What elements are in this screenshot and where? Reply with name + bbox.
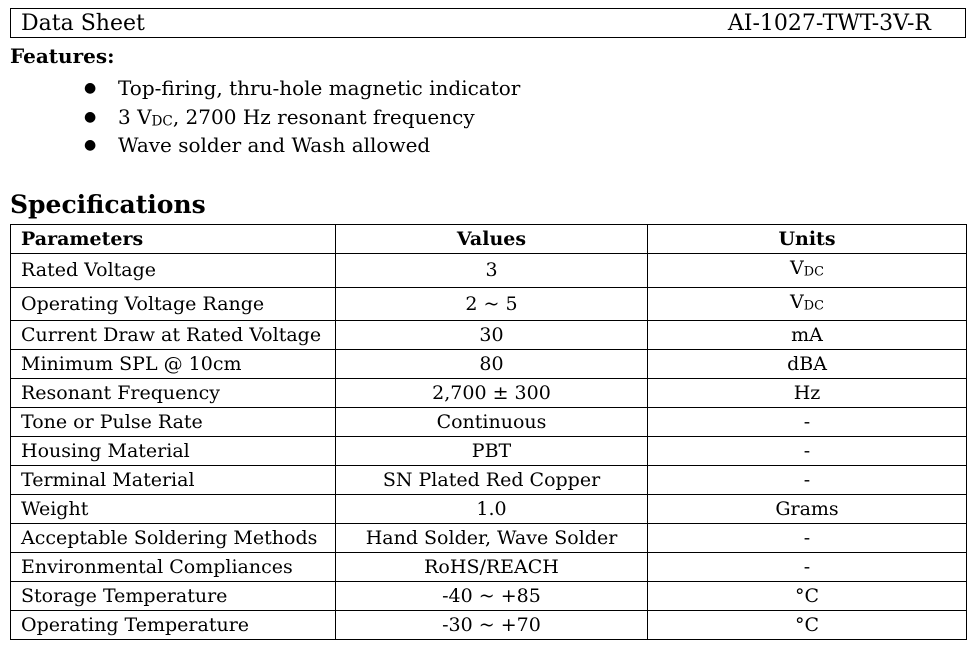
unit-text: V — [790, 257, 804, 279]
unit-subscript: DC — [803, 264, 824, 280]
unit-text: - — [803, 469, 811, 492]
unit-cell — [648, 495, 967, 524]
value-cell: -30 ~ +70 — [336, 611, 648, 640]
column-header-units: Units — [648, 225, 967, 254]
unit-subscript: DC — [803, 298, 824, 314]
value-cell: 2 ~ 5 — [336, 287, 648, 321]
unit-cell — [648, 466, 967, 495]
unit-text: Hz — [793, 382, 821, 405]
unit-text: °C — [794, 614, 820, 637]
table-row — [11, 350, 967, 379]
parameter-cell: Resonant Frequency — [11, 379, 336, 408]
feature-text-subscript: DC — [151, 113, 173, 130]
column-header-parameters: Parameters — [11, 225, 336, 254]
unit-cell — [648, 437, 967, 466]
unit-text: Grams — [775, 498, 839, 521]
unit-cell — [648, 524, 967, 553]
value-cell: SN Plated Red Copper — [336, 466, 648, 495]
unit-text: °C — [794, 585, 820, 608]
unit-text: dBA — [787, 353, 827, 376]
specifications-heading: Specifications — [10, 190, 206, 219]
unit-cell — [648, 287, 967, 321]
feature-text: Top-firing, thru-hole magnetic indicator — [118, 76, 521, 100]
table-row — [11, 466, 967, 495]
parameter-cell: Current Draw at Rated Voltage — [11, 321, 336, 350]
parameter-cell: Storage Temperature — [11, 582, 336, 611]
bullet-icon: ● — [84, 80, 97, 96]
parameter-cell: Minimum SPL @ 10cm — [11, 350, 336, 379]
part-number: AI-1027-TWT-3V-R — [727, 10, 931, 36]
value-cell: RoHS/REACH — [336, 553, 648, 582]
table-row — [11, 611, 967, 640]
feature-text: Wave solder and Wash allowed — [118, 133, 431, 157]
column-header-values: Values — [336, 225, 648, 254]
features-heading: Features: — [10, 44, 115, 68]
bullet-icon: ● — [84, 137, 97, 153]
table-row — [11, 582, 967, 611]
unit-text: - — [803, 411, 811, 434]
feature-item — [84, 131, 520, 160]
feature-text-pre: 3 V — [118, 104, 152, 129]
unit-cell — [648, 379, 967, 408]
unit-cell — [648, 321, 967, 350]
table-row — [11, 379, 967, 408]
feature-text-post: , 2700 Hz resonant frequency — [172, 104, 475, 129]
table-row — [11, 553, 967, 582]
parameter-cell: Tone or Pulse Rate — [11, 408, 336, 437]
table-row — [11, 524, 967, 553]
value-cell: 1.0 — [336, 495, 648, 524]
value-cell: PBT — [336, 437, 648, 466]
table-row — [11, 408, 967, 437]
parameter-cell: Operating Voltage Range — [11, 287, 336, 321]
table-row — [11, 321, 967, 350]
table-row — [11, 254, 967, 288]
parameter-cell: Environmental Compliances — [11, 553, 336, 582]
unit-text: mA — [791, 324, 823, 347]
unit-cell — [648, 350, 967, 379]
unit-cell — [648, 553, 967, 582]
unit-cell — [648, 254, 967, 288]
unit-cell — [648, 611, 967, 640]
value-cell: -40 ~ +85 — [336, 582, 648, 611]
unit-text: - — [803, 556, 811, 579]
parameter-cell: Housing Material — [11, 437, 336, 466]
doc-type-title: Data Sheet — [21, 10, 145, 36]
unit-cell — [648, 408, 967, 437]
value-cell: Hand Solder, Wave Solder — [336, 524, 648, 553]
value-cell: 2,700 ± 300 — [336, 379, 648, 408]
bullet-icon: ● — [84, 108, 97, 125]
table-row — [11, 287, 967, 321]
value-cell: 30 — [336, 321, 648, 350]
parameter-cell: Weight — [11, 495, 336, 524]
parameter-cell: Terminal Material — [11, 466, 336, 495]
parameter-cell: Operating Temperature — [11, 611, 336, 640]
value-cell: 3 — [336, 254, 648, 288]
table-row — [11, 495, 967, 524]
feature-item — [84, 74, 521, 103]
feature-item — [84, 103, 520, 132]
parameter-cell: Acceptable Soldering Methods — [11, 524, 336, 553]
table-header-row — [11, 225, 967, 254]
unit-cell — [648, 582, 967, 611]
specifications-table — [10, 224, 967, 640]
title-bar — [10, 8, 966, 38]
table-row — [11, 437, 967, 466]
unit-text: - — [803, 440, 811, 463]
features-list — [84, 74, 521, 160]
unit-text: - — [803, 527, 811, 550]
unit-text: V — [790, 290, 804, 313]
value-cell: Continuous — [336, 408, 648, 437]
value-cell: 80 — [336, 350, 648, 379]
parameter-cell: Rated Voltage — [11, 254, 336, 288]
table-body — [11, 254, 967, 640]
